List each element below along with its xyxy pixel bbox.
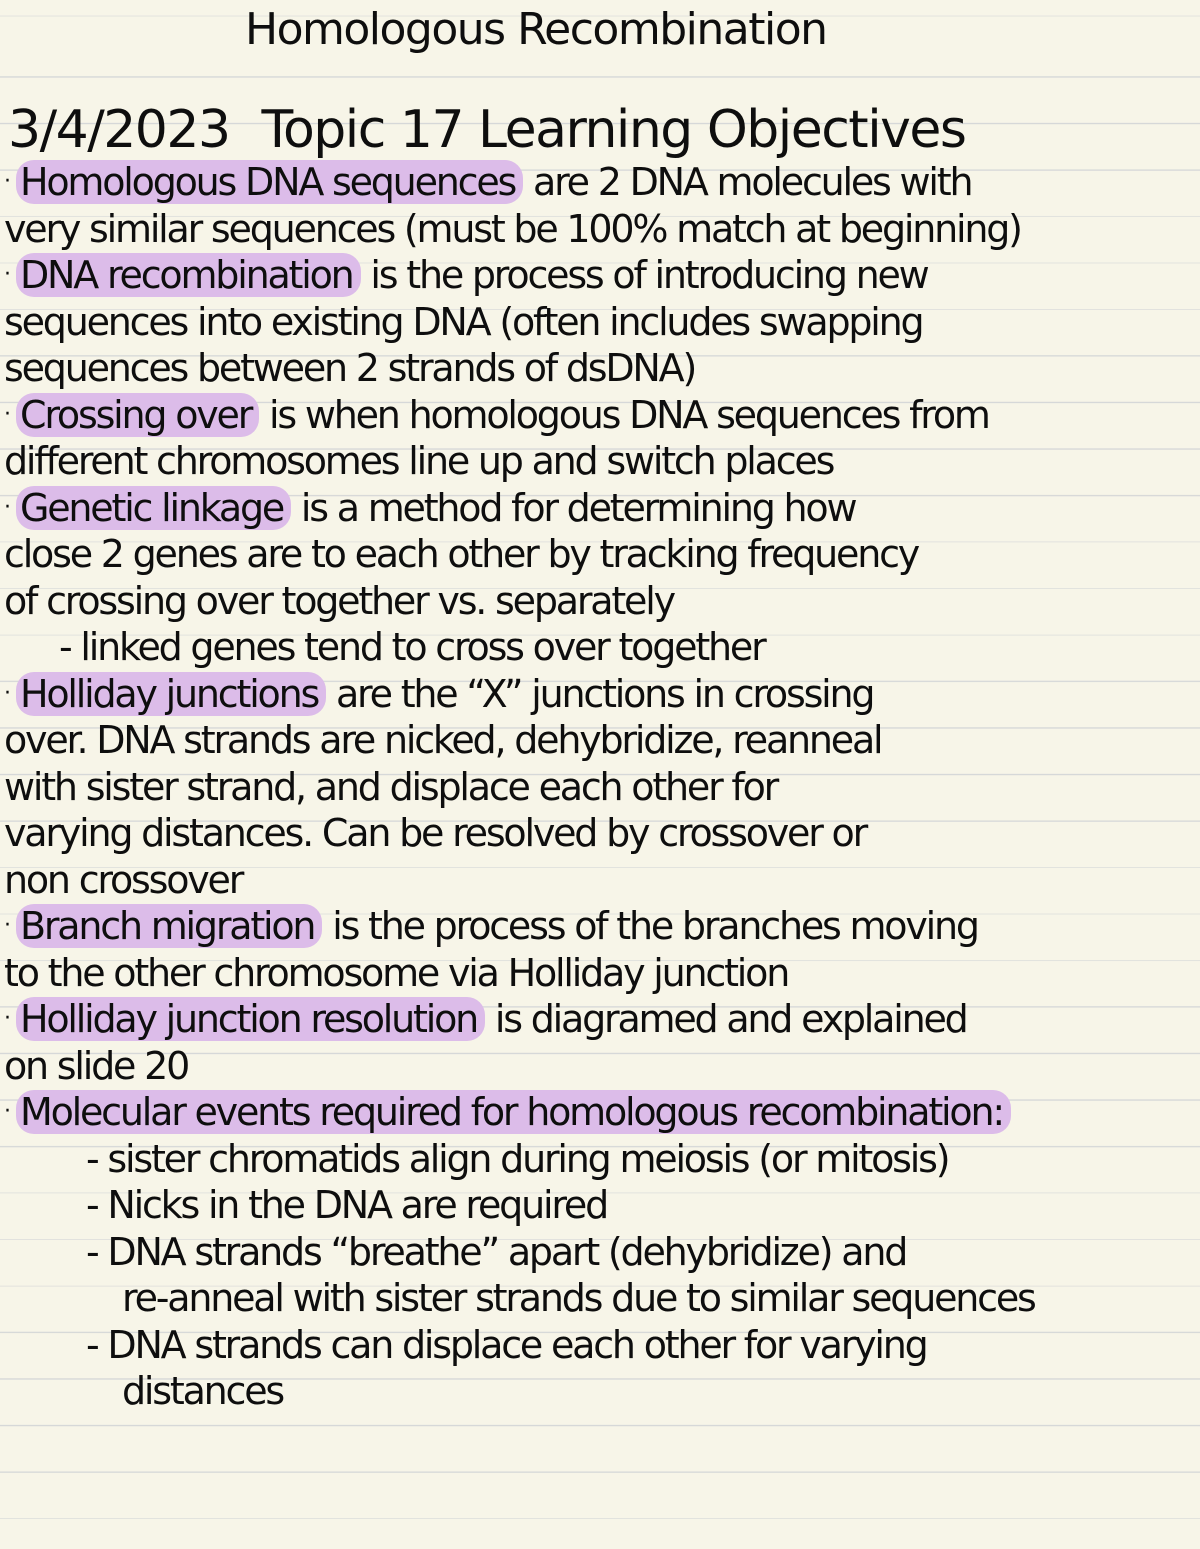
note-line [4, 345, 1194, 392]
definition-text: are 2 DNA molecules with [523, 160, 972, 204]
definition-text: different chromosomes line up and switch places [4, 439, 834, 483]
note-line [4, 578, 1194, 625]
note-line [4, 1089, 1194, 1136]
definition-text: over. DNA strands are nicked, dehybridize, reanneal [4, 718, 882, 762]
definition-text: is the process of the branches moving [322, 904, 978, 948]
note-line [4, 252, 1194, 299]
note-line [4, 438, 1194, 485]
topic-heading: Topic 17 Learning Objectives [261, 100, 966, 160]
highlighted-term: Molecular events required for homologous recombination: [16, 1090, 1011, 1134]
note-subpoint-continued [4, 1275, 1194, 1322]
bullet-icon: · [4, 680, 9, 706]
highlighted-term: Holliday junctions [16, 672, 326, 716]
note-line [4, 857, 1194, 904]
notes-body [4, 159, 1194, 1415]
note-subpoint [4, 1182, 1194, 1229]
highlighted-term: Crossing over [16, 393, 259, 437]
definition-text: very similar sequences (must be 100% match at beginning) [4, 206, 1021, 251]
definition-text: are the “X” junctions in crossing [326, 671, 874, 716]
definition-text: with sister strand, and displace each other for [4, 764, 778, 809]
note-subpoint-continued [4, 1368, 1194, 1415]
subpoint-text: re-anneal with sister strands due to similar sequences [122, 1276, 1035, 1320]
definition-text: non crossover [4, 857, 243, 902]
note-line [4, 392, 1194, 439]
definition-text: is the process of introducing new [360, 253, 928, 297]
highlighted-term: DNA recombination [16, 253, 361, 297]
subpoint-text: distances [122, 1369, 284, 1413]
note-subpoint [4, 1136, 1194, 1183]
definition-text: sequences into existing DNA (often includes swapping [4, 299, 923, 344]
note-line [4, 206, 1194, 253]
definition-text: sequences between 2 strands of dsDNA) [4, 346, 696, 390]
note-line [4, 485, 1194, 532]
bullet-icon: · [4, 169, 9, 194]
definition-text: is diagramed and explained [485, 997, 967, 1041]
highlighted-term: Holliday junction resolution [16, 997, 485, 1041]
highlighted-term: Branch migration [16, 904, 322, 948]
note-subpoint [4, 1322, 1194, 1369]
note-line [4, 717, 1194, 764]
note-line [4, 996, 1194, 1043]
note-line [4, 671, 1194, 718]
note-line [4, 159, 1194, 206]
note-subpoint [4, 624, 1194, 671]
subpoint-text: - DNA strands can displace each other for varying [86, 1322, 927, 1367]
definition-text: close 2 genes are to each other by tracking frequency [4, 532, 919, 576]
bullet-icon: · [4, 1006, 9, 1031]
note-line [4, 299, 1194, 346]
subpoint-text: - linked genes tend to cross over together [59, 625, 765, 669]
note-subpoint [4, 1229, 1194, 1276]
note-line [4, 764, 1194, 811]
bullet-icon: · [4, 913, 9, 938]
note-line [4, 903, 1194, 950]
subpoint-text: - sister chromatids align during meiosis (or mitosis) [86, 1136, 949, 1181]
note-line [4, 1043, 1194, 1090]
subpoint-text: - Nicks in the DNA are required [86, 1183, 608, 1227]
note-line [4, 531, 1194, 578]
highlighted-term: Genetic linkage [16, 486, 291, 530]
definition-text: on slide 20 [4, 1043, 189, 1088]
bullet-icon: · [4, 494, 9, 520]
highlighted-term: Homologous DNA sequences [16, 160, 523, 204]
definition-text: of crossing over together vs. separately [4, 578, 674, 623]
bullet-icon: · [4, 1099, 9, 1124]
date: 3/4/2023 [8, 100, 230, 160]
page-title: Homologous Recombination [245, 4, 827, 55]
subpoint-text: - DNA strands “breathe” apart (dehybridize) and [86, 1229, 907, 1274]
definition-text: is when homologous DNA sequences from [259, 392, 989, 437]
definition-text: is a method for determining how [291, 485, 856, 530]
note-line [4, 950, 1194, 997]
definition-text: to the other chromosome via Holliday junction [4, 950, 789, 995]
note-line [4, 810, 1194, 857]
bullet-icon: · [4, 262, 9, 287]
bullet-icon: · [4, 401, 9, 427]
objectives-header [8, 100, 966, 160]
definition-text: varying distances. Can be resolved by crossover or [4, 811, 867, 855]
